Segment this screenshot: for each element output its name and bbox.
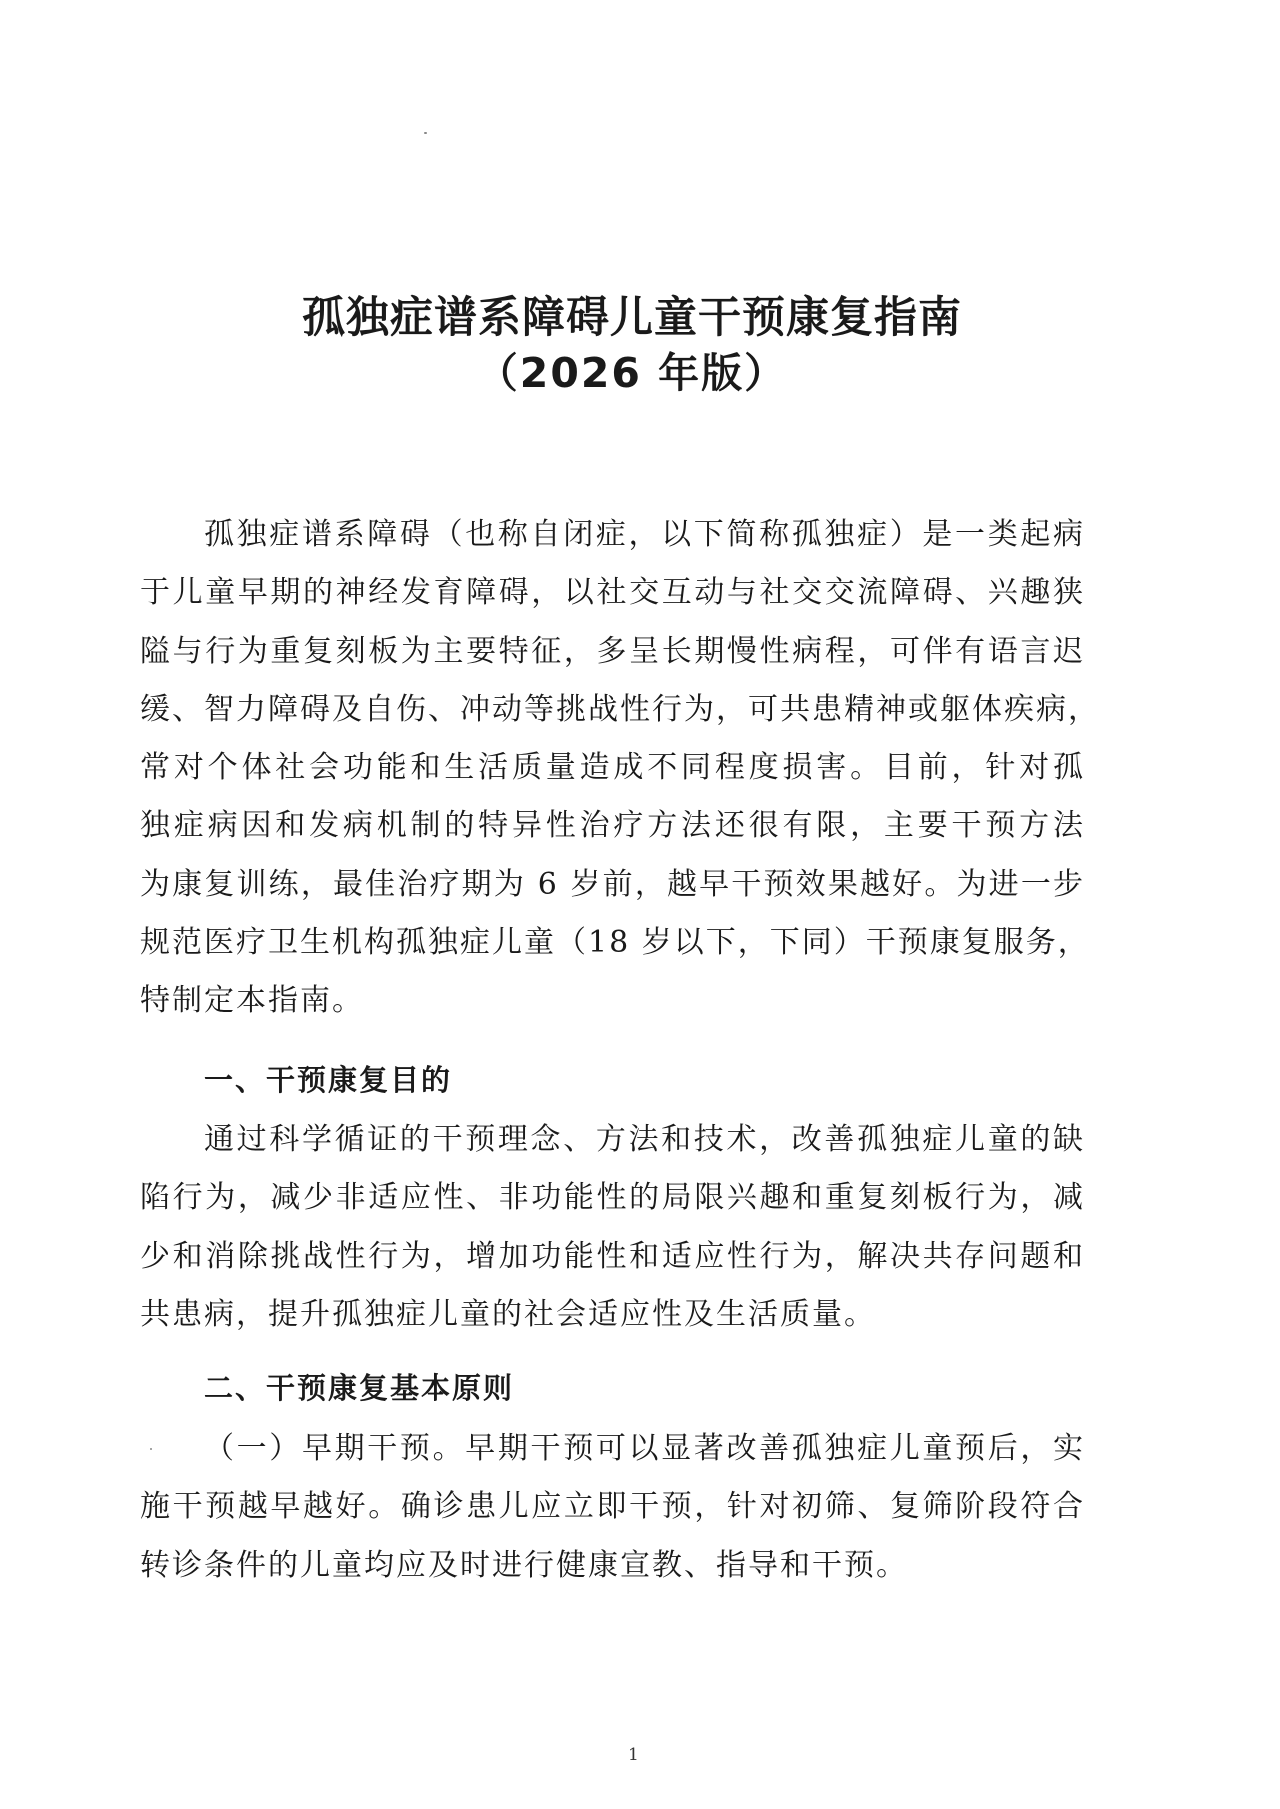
paragraph-line: 少和消除挑战性行为，增加功能性和适应性行为，解决共存问题和: [140, 1238, 1085, 1274]
document-edition: （2026 年版）: [476, 349, 788, 397]
scan-speck: [424, 132, 427, 134]
paragraph-line: 隘与行为重复刻板为主要特征，多呈长期慢性病程，可伴有语言迟: [140, 633, 1085, 669]
paragraph-line: 规范医疗卫生机构孤独症儿童（18 岁以下，下同）干预康复服务，: [140, 925, 1090, 961]
paragraph-line: 独症病因和发病机制的特异性治疗方法还很有限，主要干预方法: [140, 808, 1085, 844]
section-heading-purpose: 一、干预康复目的: [204, 1063, 453, 1097]
early-intervention-paragraph: [140, 1420, 1085, 1595]
paragraph-line: 常对个体社会功能和生活质量造成不同程度损害。目前，针对孤: [140, 750, 1085, 786]
paragraph-line: 为康复训练，最佳治疗期为 6 岁前，越早干预效果越好。为进一步: [140, 866, 1085, 902]
paragraph-line: 缓、智力障碍及自伤、冲动等挑战性行为，可共患精神或躯体疾病，: [140, 691, 1100, 727]
paragraph-line: 孤独症谱系障碍（也称自闭症，以下简称孤独症）是一类起病: [204, 517, 1085, 552]
paragraph-line: 陷行为，减少非适应性、非功能性的局限兴趣和重复刻板行为，减: [140, 1180, 1085, 1216]
intro-paragraph: [140, 506, 1100, 1031]
paragraph-line: 共患病，提升孤独症儿童的社会适应性及生活质量。: [140, 1296, 876, 1332]
paragraph-line: 特制定本指南。: [140, 983, 364, 1019]
paragraph-line: （一）早期干预。早期干预可以显著改善孤独症儿童预后，实: [204, 1431, 1085, 1466]
paragraph-line: 转诊条件的儿童均应及时进行健康宣教、指导和干预。: [140, 1547, 908, 1583]
page-number: 1: [628, 1745, 639, 1765]
document-title: 孤独症谱系障碍儿童干预康复指南: [302, 293, 962, 343]
section-heading-principles: 二、干预康复基本原则: [204, 1371, 515, 1405]
paragraph-line: 通过科学循证的干预理念、方法和技术，改善孤独症儿童的缺: [204, 1122, 1085, 1157]
paragraph-line: 于儿童早期的神经发育障碍，以社交互动与社交交流障碍、兴趣狭: [140, 575, 1085, 611]
paragraph-line: 施干预越早越好。确诊患儿应立即干预，针对初筛、复筛阶段符合: [140, 1489, 1085, 1525]
purpose-paragraph: [140, 1111, 1085, 1344]
